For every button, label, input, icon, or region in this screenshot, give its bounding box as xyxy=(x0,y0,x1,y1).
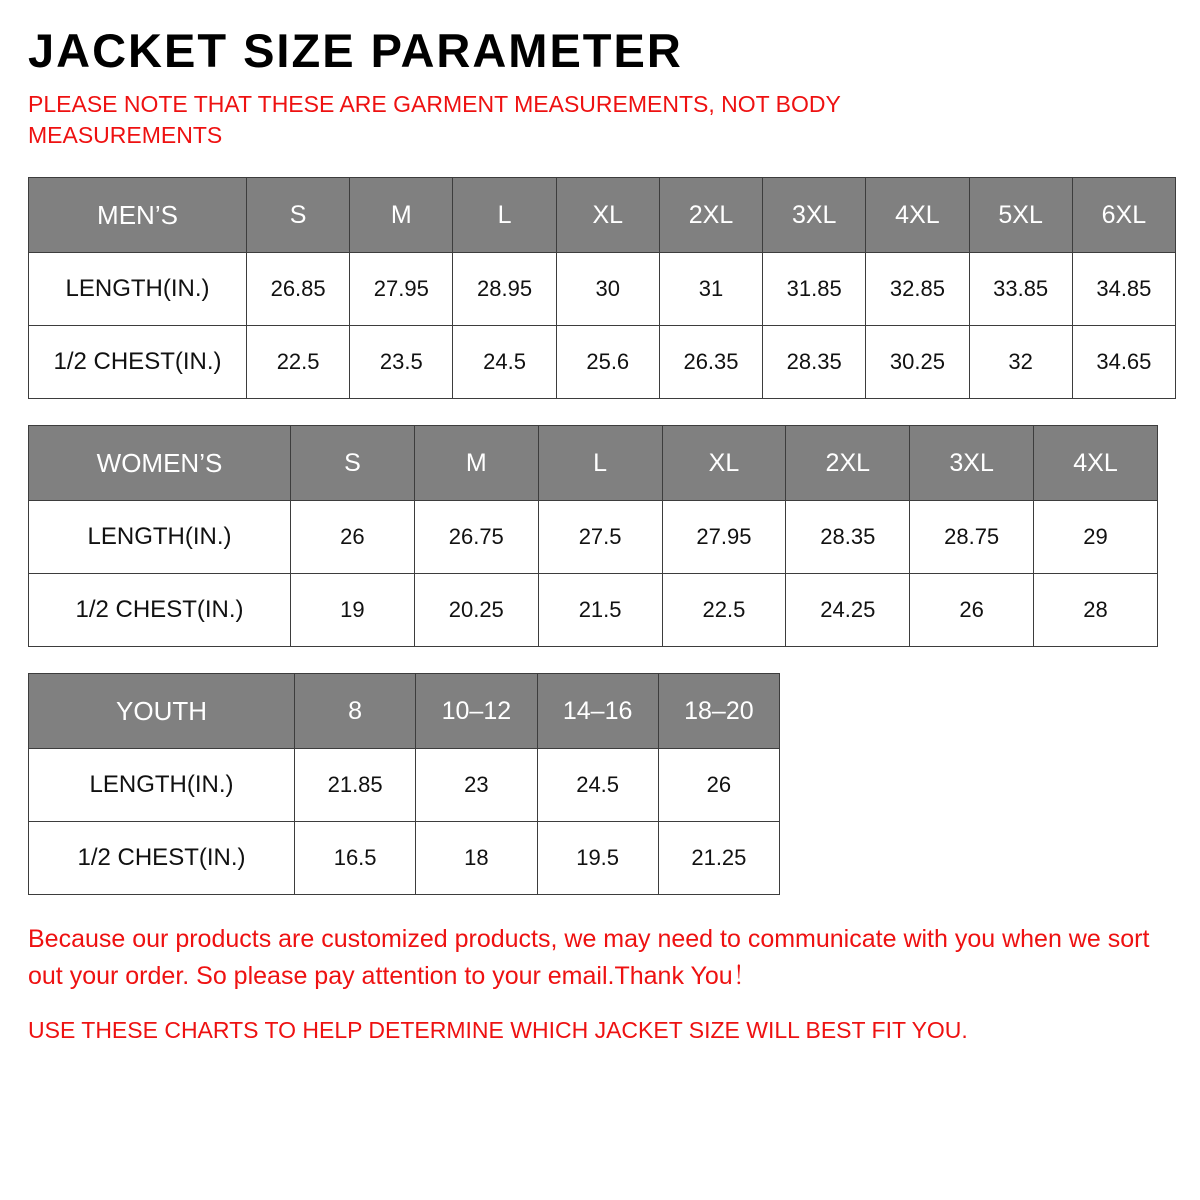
measurement-value: 21.5 xyxy=(538,574,662,647)
size-header-cell: M xyxy=(350,178,453,253)
measurement-value: 28.75 xyxy=(910,501,1034,574)
measurement-value: 22.5 xyxy=(662,574,786,647)
measurement-value: 26.75 xyxy=(414,501,538,574)
measurement-value: 30 xyxy=(556,253,659,326)
size-header-cell: 8 xyxy=(295,674,416,749)
size-header-cell: 2XL xyxy=(786,426,910,501)
measurement-value: 29 xyxy=(1034,501,1158,574)
measurement-value: 24.5 xyxy=(453,326,556,399)
measurement-value: 25.6 xyxy=(556,326,659,399)
womens-table-body xyxy=(29,426,1158,647)
size-header-cell: 3XL xyxy=(910,426,1034,501)
measurement-note: PLEASE NOTE THAT THESE ARE GARMENT MEASUREMENTS, NOT BODY MEASUREMENTS xyxy=(28,91,841,149)
table-header-row xyxy=(29,426,1158,501)
measurement-value: 31.85 xyxy=(763,253,866,326)
measurement-value: 26 xyxy=(658,749,779,822)
table-row xyxy=(29,501,1158,574)
measurement-value: 21.85 xyxy=(295,749,416,822)
table-category-label: YOUTH xyxy=(29,674,295,749)
measurement-label: LENGTH(IN.) xyxy=(29,501,291,574)
measurement-value: 20.25 xyxy=(414,574,538,647)
size-header-cell: S xyxy=(247,178,350,253)
womens-size-table xyxy=(28,425,1158,647)
table-row xyxy=(29,253,1176,326)
measurement-value: 24.25 xyxy=(786,574,910,647)
measurement-value: 23.5 xyxy=(350,326,453,399)
size-header-cell: M xyxy=(414,426,538,501)
measurement-value: 27.95 xyxy=(662,501,786,574)
measurement-value: 26.85 xyxy=(247,253,350,326)
mens-size-table xyxy=(28,177,1176,399)
size-header-cell: L xyxy=(538,426,662,501)
measurement-value: 23 xyxy=(416,749,537,822)
measurement-label: 1/2 CHEST(IN.) xyxy=(29,574,291,647)
measurement-label: LENGTH(IN.) xyxy=(29,253,247,326)
measurement-value: 26.35 xyxy=(659,326,762,399)
measurement-value: 34.85 xyxy=(1072,253,1175,326)
measurement-value: 28.95 xyxy=(453,253,556,326)
measurement-value: 32 xyxy=(969,326,1072,399)
measurement-value: 27.5 xyxy=(538,501,662,574)
measurement-value: 30.25 xyxy=(866,326,969,399)
measurement-value: 19.5 xyxy=(537,822,658,895)
measurement-value: 28.35 xyxy=(763,326,866,399)
measurement-value: 24.5 xyxy=(537,749,658,822)
size-header-cell: XL xyxy=(662,426,786,501)
table-header-row xyxy=(29,178,1176,253)
measurement-label: LENGTH(IN.) xyxy=(29,749,295,822)
size-header-cell: 5XL xyxy=(969,178,1072,253)
measurement-value: 34.65 xyxy=(1072,326,1175,399)
measurement-value: 31 xyxy=(659,253,762,326)
table-category-label: WOMEN’S xyxy=(29,426,291,501)
size-header-cell: 14–16 xyxy=(537,674,658,749)
measurement-value: 22.5 xyxy=(247,326,350,399)
table-category-label: MEN’S xyxy=(29,178,247,253)
size-header-cell: 3XL xyxy=(763,178,866,253)
size-header-cell: S xyxy=(291,426,415,501)
footer-notes xyxy=(28,921,1172,1047)
measurement-value: 16.5 xyxy=(295,822,416,895)
size-header-cell: 4XL xyxy=(866,178,969,253)
measurement-value: 26 xyxy=(910,574,1034,647)
measurement-value: 18 xyxy=(416,822,537,895)
size-header-cell: 4XL xyxy=(1034,426,1158,501)
size-header-cell: XL xyxy=(556,178,659,253)
youth-size-table xyxy=(28,673,780,895)
table-header-row xyxy=(29,674,780,749)
page-title: JACKET SIZE PARAMETER xyxy=(28,24,683,77)
measurement-value: 19 xyxy=(291,574,415,647)
size-header-cell: 10–12 xyxy=(416,674,537,749)
table-row xyxy=(29,822,780,895)
table-row xyxy=(29,749,780,822)
measurement-label: 1/2 CHEST(IN.) xyxy=(29,822,295,895)
youth-table-body xyxy=(29,674,780,895)
size-header-cell: L xyxy=(453,178,556,253)
footer-note-usage: USE THESE CHARTS TO HELP DETERMINE WHICH JACKET SIZE WILL BEST FIT YOU. xyxy=(28,1016,968,1043)
table-row xyxy=(29,574,1158,647)
measurement-value: 32.85 xyxy=(866,253,969,326)
footer-note-customized: Because our products are customized products, we may need to communicate with you when we sort out your order. So please pay attention to your email.Thank You！ xyxy=(28,925,1150,990)
measurement-value: 26 xyxy=(291,501,415,574)
measurement-value: 28.35 xyxy=(786,501,910,574)
size-header-cell: 6XL xyxy=(1072,178,1175,253)
measurement-value: 21.25 xyxy=(658,822,779,895)
table-row xyxy=(29,326,1176,399)
measurement-value: 27.95 xyxy=(350,253,453,326)
measurement-value: 33.85 xyxy=(969,253,1072,326)
size-header-cell: 2XL xyxy=(659,178,762,253)
measurement-label: 1/2 CHEST(IN.) xyxy=(29,326,247,399)
mens-table-body xyxy=(29,178,1176,399)
size-header-cell: 18–20 xyxy=(658,674,779,749)
measurement-value: 28 xyxy=(1034,574,1158,647)
